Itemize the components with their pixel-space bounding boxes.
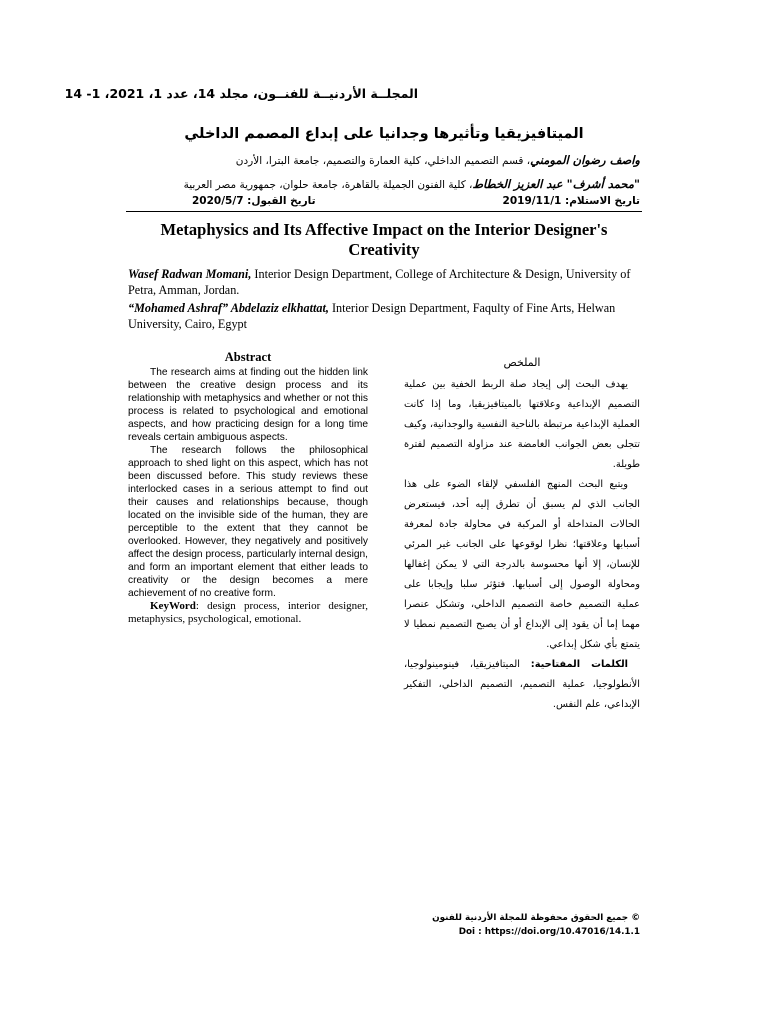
arabic-title: الميتافيزيقيا وتأثيرها وجدانيا على إبداع المصمم الداخلي bbox=[184, 126, 584, 142]
doi-link[interactable]: Doi : https://doi.org/10.47016/14.1.1 bbox=[458, 927, 640, 937]
received-date: تاريخ الاستلام: 2019/11/1 bbox=[502, 195, 640, 207]
copyright-notice: © جميع الحقوق محفوظة للمجلة الأردنية للفنون bbox=[432, 913, 640, 923]
english-author-1 bbox=[128, 266, 640, 298]
keywords-label: KeyWord bbox=[150, 600, 196, 612]
arabic-keywords-text: الميتافيزيقيا، فينومينولوجيا، الأنطولوجيا، عملية التصميم، التصميم الداخلي، التفكير الإبداعي، علم النفس. bbox=[404, 659, 640, 710]
english-author-2-name: “Mohamed Ashraf” Abdelaziz elkhattat, bbox=[128, 301, 329, 315]
keywords-line bbox=[128, 600, 368, 626]
arabic-keywords-label: الكلمات المفتاحية: bbox=[530, 659, 628, 670]
arabic-author-1-name: واصف رضوان المومني bbox=[530, 153, 640, 167]
arabic-author-2-affiliation: ، كلية الفنون الجميلة بالقاهرة، جامعة حلوان، جمهورية مصر العربية bbox=[183, 179, 473, 191]
dates-line bbox=[128, 195, 640, 211]
english-author-1-name: Wasef Radwan Momani, bbox=[128, 267, 252, 281]
arabic-abstract-paragraph-1: يهدف البحث إلى إيجاد صلة الربط الخفية بين عملية التصميم الإبداعية وعلاقتها بالميتافيزيقيا، وما إذا كانت العملية الإبداعية مرتبطة بالناحية النفسية والوجدانية، وكيف تتجلى بعض الجوانب الغامضة عند مزاولة التصميم لفترة طويلة. bbox=[404, 379, 640, 470]
english-author-2-affiliation: Interior Design Department, Faqulty of Fine Arts, Helwan University, Cairo, Egypt bbox=[128, 301, 616, 331]
arabic-author-2 bbox=[128, 177, 640, 191]
abstract-paragraph-2: The research follows the philosophical approach to shed light on this aspect, which has not been discussed before. This study reviews these interlocked cases in a serious attempt to find out their causes and relationships because, though located on the invisible side of the human, they are perceptible to the extent that they cannot be overlooked. However, they negatively and positively affect the design process, particularly internal design, and form an important element that either leads to creativity or the design becomes a mere achievement of no creative form. bbox=[128, 445, 368, 599]
arabic-keywords-line bbox=[404, 655, 640, 715]
abstract-heading: Abstract bbox=[224, 350, 272, 364]
accepted-date: تاريخ القبول: 2020/5/7 bbox=[192, 195, 316, 207]
english-title: Metaphysics and Its Affective Impact on the Interior Designer's Creativity bbox=[160, 220, 608, 259]
arabic-author-1-affiliation: ، قسم التصميم الداخلي، كلية العمارة والتصميم، جامعة البترا، الأردن bbox=[235, 155, 531, 167]
arabic-abstract-column bbox=[404, 353, 640, 715]
arabic-abstract-heading: الملخص bbox=[503, 356, 541, 369]
english-author-2 bbox=[128, 300, 640, 332]
header-divider bbox=[126, 211, 642, 212]
english-author-1-affiliation: Interior Design Department, College of Architecture & Design, University of Petra, Amman, Jordan. bbox=[128, 267, 631, 297]
arabic-abstract-paragraph-2: ويتبع البحث المنهج الفلسفي لإلقاء الضوء على هذا الجانب الذي لم يسبق أن تطرق إليه أحد، فيستعرض الحالات المتداخلة أو المركبة في محاولة جادة لمعرفة أسبابها وعلاقتها؛ نظرا لوقوعها على الجانب غير المرئي للإنسان، إلا أنها محسوسة بالدرجة التي لا يمكن إغفالها ومحاولة الوصول إلى أسبابها. فتؤثر سلبا وإيجابا على عملية التصميم خاصة التصميم الداخلي، وتشكل عنصرا مهما إما أن يقود إلى الإبداع أو أن يصبح التصميم نمطيا لا يتمتع بأي شكل إبداعي. bbox=[404, 479, 640, 650]
journal-header: المجلــة الأردنيــة للفنــون، مجلد 14، عدد 1، 2021، 1- 14 bbox=[64, 86, 418, 101]
keywords-text: : design process, interior designer, metaphysics, psychological, emotional. bbox=[128, 600, 368, 625]
arabic-author-1 bbox=[128, 153, 640, 167]
abstract-paragraph-1: The research aims at finding out the hidden link between the creative design process and its relationship with metaphysics and whether or not this process is related to psychological and emotional aspects, and how practicing design for a long time reveals certain ambiguous aspects. bbox=[128, 367, 368, 443]
arabic-author-2-name: "محمد أشرف" عبد العزيز الخطاط bbox=[472, 177, 640, 191]
abstract-column bbox=[128, 351, 368, 626]
